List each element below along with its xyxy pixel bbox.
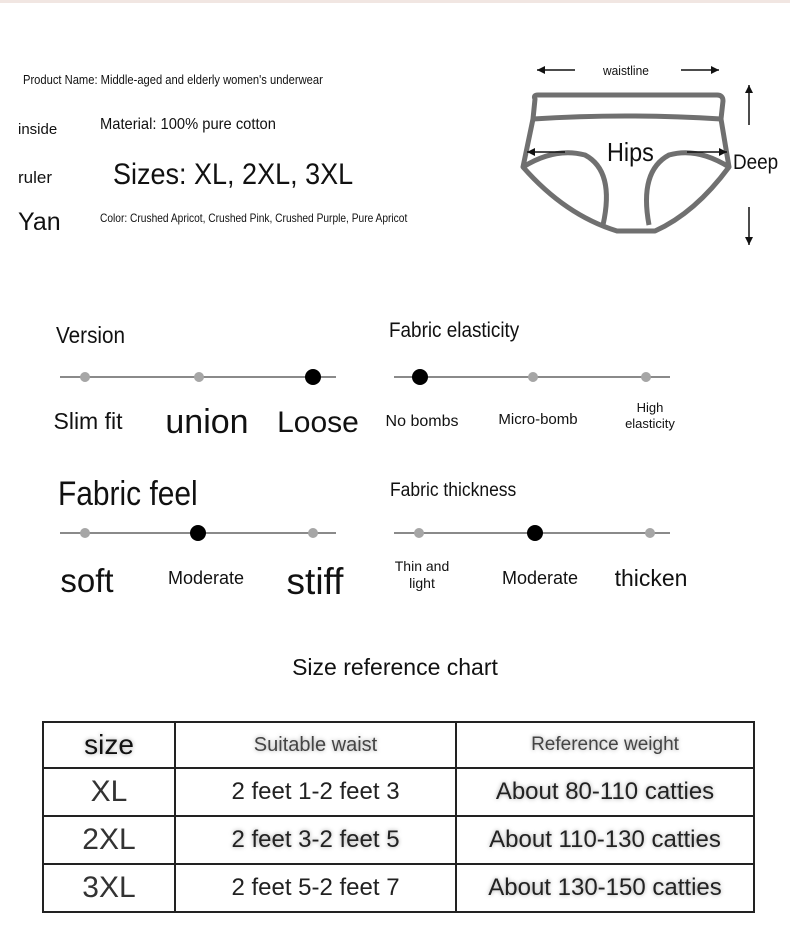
version-option-loose: Loose [277,406,359,439]
thickness-dot-thin-and-light [414,528,424,538]
header-size: size [43,722,175,768]
feel-option-moderate: Moderate [167,568,245,588]
feel-option-soft: soft [60,562,114,599]
thickness-dot-moderate [527,525,543,541]
table-row [43,816,754,864]
thickness-option-moderate: Moderate [501,568,579,588]
waistline-label: waistline [603,63,649,78]
elasticity-dot-no-bombs [412,369,428,385]
elasticity-title: Fabric elasticity [389,319,520,342]
version-dot-union [194,372,204,382]
depth-label: Deep [733,151,779,174]
table-row [43,864,754,912]
feel-dot-soft [80,528,90,538]
header-suitable-waist: Suitable waist [175,722,456,768]
version-option-union: union [165,403,249,441]
hips-label: Hips [607,137,654,167]
side-label-inside: inside [18,121,58,138]
feel-dot-moderate [190,525,206,541]
elasticity-option-micro-bomb: Micro-bomb [498,411,578,428]
thickness-dot-thicken [645,528,655,538]
measurement-diagram [505,55,790,255]
side-label-ruler: ruler [18,168,53,187]
size-cell: XL [43,768,175,816]
version-option-slim-fit: Slim fit [53,408,123,434]
size-chart-title: Size reference chart [292,654,498,680]
top-border [0,0,790,3]
color-text: Color: Crushed Apricot, Crushed Pink, Crushed Purple, Pure Apricot [100,211,408,225]
waist-cell: 2 feet 5-2 feet 7 [175,864,456,912]
thickness-option-thin-and-light: Thin and light [394,558,450,591]
elasticity-option-high-elasticity: High elasticity [625,400,675,431]
elasticity-option-no-bombs: No bombs [385,413,459,430]
feel-dot-stiff [308,528,318,538]
waist-cell: 2 feet 3-2 feet 5 [175,816,456,864]
side-label-yan: Yan [18,208,61,236]
weight-cell: About 80-110 catties [456,768,754,816]
weight-cell: About 110-130 catties [456,816,754,864]
size-cell: 3XL [43,864,175,912]
thickness-option-thicken: thicken [614,565,688,591]
version-title: Version [56,322,126,348]
elasticity-dot-micro-bomb [528,372,538,382]
version-dot-slim-fit [80,372,90,382]
elasticity-dot-high-elasticity [641,372,651,382]
version-dot-loose [305,369,321,385]
feel-title: Fabric feel [58,475,198,513]
feel-option-stiff: stiff [286,561,344,602]
table-header-row [43,722,754,768]
size-cell: 2XL [43,816,175,864]
sizes-text: Sizes: XL, 2XL, 3XL [113,158,354,191]
weight-cell: About 130-150 catties [456,864,754,912]
size-reference-table [42,721,755,913]
table-row [43,768,754,816]
waist-cell: 2 feet 1-2 feet 3 [175,768,456,816]
header-reference-weight: Reference weight [456,722,754,768]
material-text: Material: 100% pure cotton [100,116,276,133]
product-name: Product Name: Middle-aged and elderly women's underwear [23,72,323,87]
thickness-title: Fabric thickness [390,480,517,501]
